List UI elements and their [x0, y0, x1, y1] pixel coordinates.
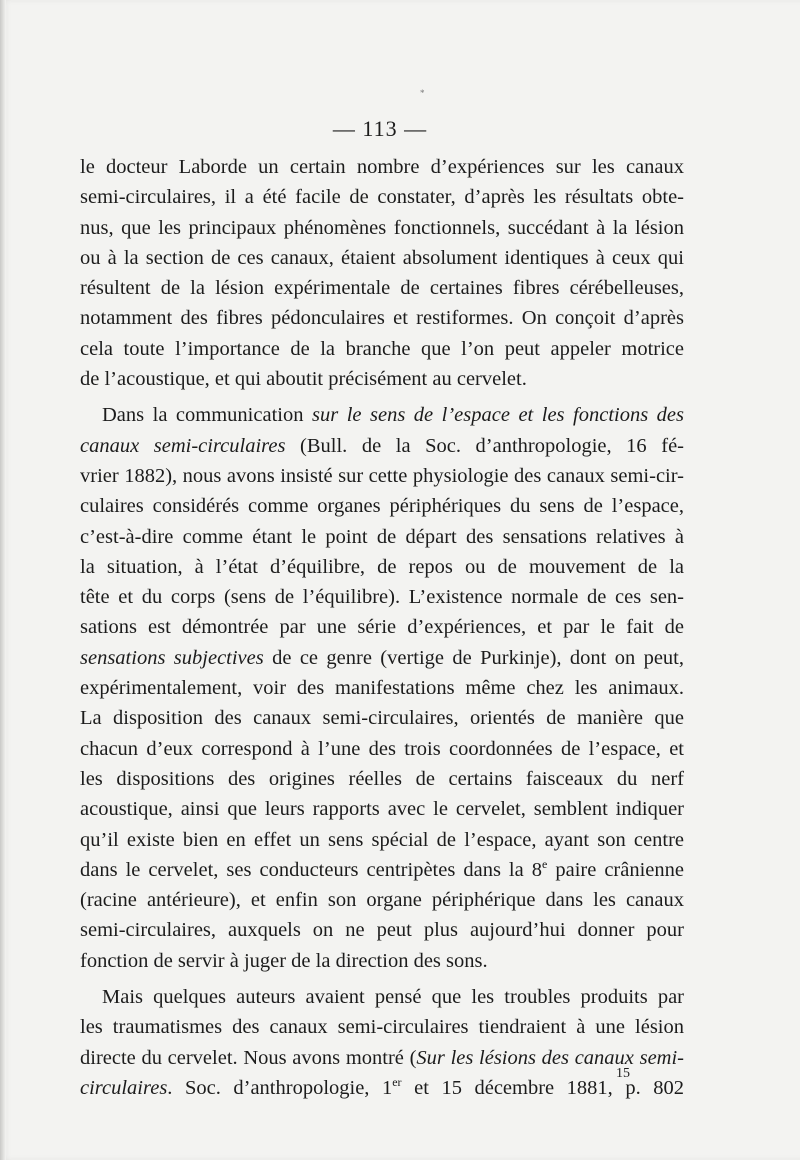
text-line: ou à la section de ces canaux, étaient absolument identiques à ceux qui	[80, 246, 684, 269]
text-line: Mais quelques auteurs avaient pensé que les troubles produits par	[102, 986, 684, 1009]
text-line: acoustique, ainsi que leurs rapports avec le cervelet, semblent indiquer	[80, 798, 684, 821]
text-line: fonction de servir à juger de la direction des sons.	[80, 949, 488, 972]
text-line: culaires considérés comme organes périphériques du sens de l’espace,	[80, 495, 684, 518]
text-line: La disposition des canaux semi-circulaires, orientés de manière que	[80, 707, 684, 730]
text-line: les traumatismes des canaux semi-circulaires tiendraient à une lésion	[80, 1016, 684, 1039]
text-run: paire crânienne	[555, 858, 684, 881]
text-line: nus, que les principaux phénomènes fonctionnels, succédant à la lésion	[80, 216, 684, 239]
text-line: expérimentalement, voir des manifestations même chez les animaux.	[80, 677, 684, 700]
text-line: vrier 1882), nous avons insisté sur cette physiologie des canaux semi-cir-	[80, 464, 684, 487]
text-line	[80, 1043, 684, 1073]
text-run: de ce genre (vertige de Purkinje), dont on peut,	[272, 646, 684, 669]
text-run: . Soc. d’anthropologie, 1	[167, 1076, 393, 1099]
page-speck: *	[420, 88, 425, 98]
text-run: Dans la communication	[102, 404, 304, 427]
text-line: (racine antérieure), et enfin son organe périphérique dans les canaux	[80, 889, 684, 912]
text-line	[80, 431, 684, 461]
italic-run: circulaires	[80, 1076, 168, 1099]
text-line	[80, 643, 684, 673]
page-edge-shadow	[0, 0, 6, 1160]
signature-mark: 15	[616, 1066, 630, 1081]
text-line: la situation, à l’état d’équilibre, de repos ou de mouvement de la	[80, 555, 684, 578]
text-line: résultent de la lésion expérimentale de certaines fibres cérébelleuses,	[80, 277, 684, 300]
text-line: chacun d’eux correspond à l’une des trois coordonnées de l’espace, et	[80, 737, 684, 760]
text-line: les dispositions des origines réelles de certains faisceaux du nerf	[80, 767, 684, 790]
text-line	[80, 400, 684, 430]
text-line: le docteur Laborde un certain nombre d’expériences sur les canaux	[80, 156, 684, 178]
text-line: c’est-à-dire comme étant le point de départ des sensations relatives à	[80, 525, 684, 548]
italic-run: sur le sens de l’espace et les fonctions des	[311, 404, 685, 427]
italic-run: Sur les lésions des canaux semi-	[416, 1046, 684, 1069]
text-line: qu’il existe bien en effet un sens spécial de l’espace, ayant son centre	[80, 828, 684, 851]
superscript: er	[392, 1074, 402, 1089]
text-line: tête et du corps (sens de l’équilibre). L’existence normale de ces sen-	[80, 586, 684, 609]
text-line	[80, 1073, 684, 1103]
text-line: de l’acoustique, et qui aboutit précisément au cervelet.	[80, 368, 527, 391]
text-line: sations est démontrée par une série d’expériences, et par le fait de	[80, 616, 684, 639]
italic-run: sensations subjectives	[80, 646, 264, 669]
text-line: semi-circulaires, il a été facile de constater, d’après les résultats obte-	[80, 186, 684, 209]
text-line: semi-circulaires, auxquels on ne peut plus aujourd’hui donner pour	[80, 919, 684, 942]
page-number: — 113 —	[332, 116, 428, 141]
body-text	[80, 152, 684, 1103]
text-run: directe du cervelet. Nous avons montré (	[80, 1046, 417, 1069]
italic-run: canaux semi-circulaires	[80, 434, 286, 457]
text-line: cela toute l’importance de la branche que l’on peut appeler motrice	[80, 337, 684, 360]
text-run: dans le cervelet, ses conducteurs centripètes dans la 8	[80, 858, 542, 881]
superscript: e	[542, 856, 548, 871]
text-line	[80, 855, 684, 885]
text-run: et 15 décembre 1881, p. 802	[414, 1076, 685, 1099]
text-run: (Bull. de la Soc. d’anthropologie, 16 fé-	[300, 434, 684, 457]
text-line: notamment des fibres pédonculaires et restiformes. On conçoit d’après	[80, 307, 684, 330]
